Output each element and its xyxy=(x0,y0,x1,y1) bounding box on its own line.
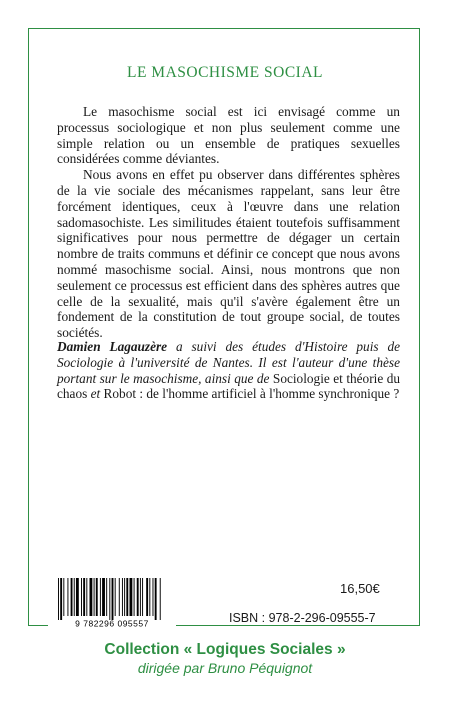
author-work-title: Robot : de l'homme artificiel à l'homme synchronique ? xyxy=(103,386,400,402)
barcode-bar xyxy=(63,578,64,616)
barcode-bar xyxy=(71,578,73,616)
barcode-digits: 9 782296 095557 xyxy=(75,618,149,628)
barcode-bar xyxy=(130,578,133,616)
barcode-bar xyxy=(137,578,139,616)
barcode-bar xyxy=(106,578,107,616)
book-title: LE MASOCHISME SOCIAL xyxy=(126,64,323,81)
barcode-bar xyxy=(81,578,82,616)
barcode-bar xyxy=(83,578,85,616)
barcode-bar xyxy=(134,578,135,616)
barcode-bar xyxy=(155,578,157,620)
barcode-bar xyxy=(86,578,87,616)
barcode-bar xyxy=(122,578,123,616)
barcode-bar xyxy=(102,578,105,616)
barcode-bar xyxy=(112,578,114,620)
barcode-bar xyxy=(119,578,120,616)
barcode-bar xyxy=(74,578,75,616)
barcode-bar xyxy=(90,578,93,616)
barcode-bar xyxy=(96,578,98,616)
barcode-bar xyxy=(115,578,116,616)
barcode-bar xyxy=(76,578,79,616)
isbn: ISBN : 978-2-296-09555-7 xyxy=(229,611,376,625)
barcode-bar xyxy=(126,578,128,616)
price: 16,50€ xyxy=(340,581,380,596)
author-bio-text: a suivi des études d'Histoire puis de Sociologie à l'université de Nantes. Il est l'auteur d'une thèse portant sur le masochisme, ainsi que de xyxy=(57,339,401,386)
barcode-bar xyxy=(124,578,125,616)
collection-name: Collection « Logiques Sociales » xyxy=(104,641,346,658)
barcode-bar xyxy=(60,578,62,620)
barcode xyxy=(48,576,176,628)
barcode-bar xyxy=(109,578,110,620)
author-work-title: Sociologie et théorie du chaos xyxy=(57,370,400,402)
barcode-bar xyxy=(58,578,59,620)
barcode-bar xyxy=(160,578,161,620)
barcode-bar xyxy=(153,578,154,616)
barcode-bar xyxy=(100,578,101,616)
summary-paragraph: Nous avons en effet pu observer dans différentes sphères de la vie sociale des mécanismes rappelant, sans leur être forcément identiques, ceux à l'œuvre dans une relation sadomasochiste. Les similitudes étaient toutefois suffisamment significatives pour nous permettre de dégager un certain nombre de traits communs et définir ce concept que nous avons nommé masochisme social. Ainsi, nous montrons que non seulement ce processus est efficient dans des sphères autres que celle de la sexualité, mais qu'il s'avère également être un fondement de la constitution de tout groupe social, de toutes sociétés. xyxy=(57,167,400,341)
barcode-bar xyxy=(94,578,95,616)
barcode-bar xyxy=(67,578,68,616)
barcode-bar xyxy=(142,578,143,616)
barcode-bar xyxy=(140,578,141,616)
summary-paragraph: Le masochisme social est ici envisagé comme un processus sociologique et non plus seulement comme une simple relation ou un ensemble de pratiques sexuelles considérées comme déviantes. xyxy=(57,104,400,167)
author-bio xyxy=(57,339,400,402)
barcode-bar xyxy=(149,578,150,616)
summary-text xyxy=(57,104,400,341)
barcode-bar xyxy=(146,578,148,616)
collection-director: dirigée par Bruno Péquignot xyxy=(137,660,313,676)
author-name: Damien Lagauzère xyxy=(57,339,168,354)
author-bio-text: et xyxy=(87,386,104,402)
